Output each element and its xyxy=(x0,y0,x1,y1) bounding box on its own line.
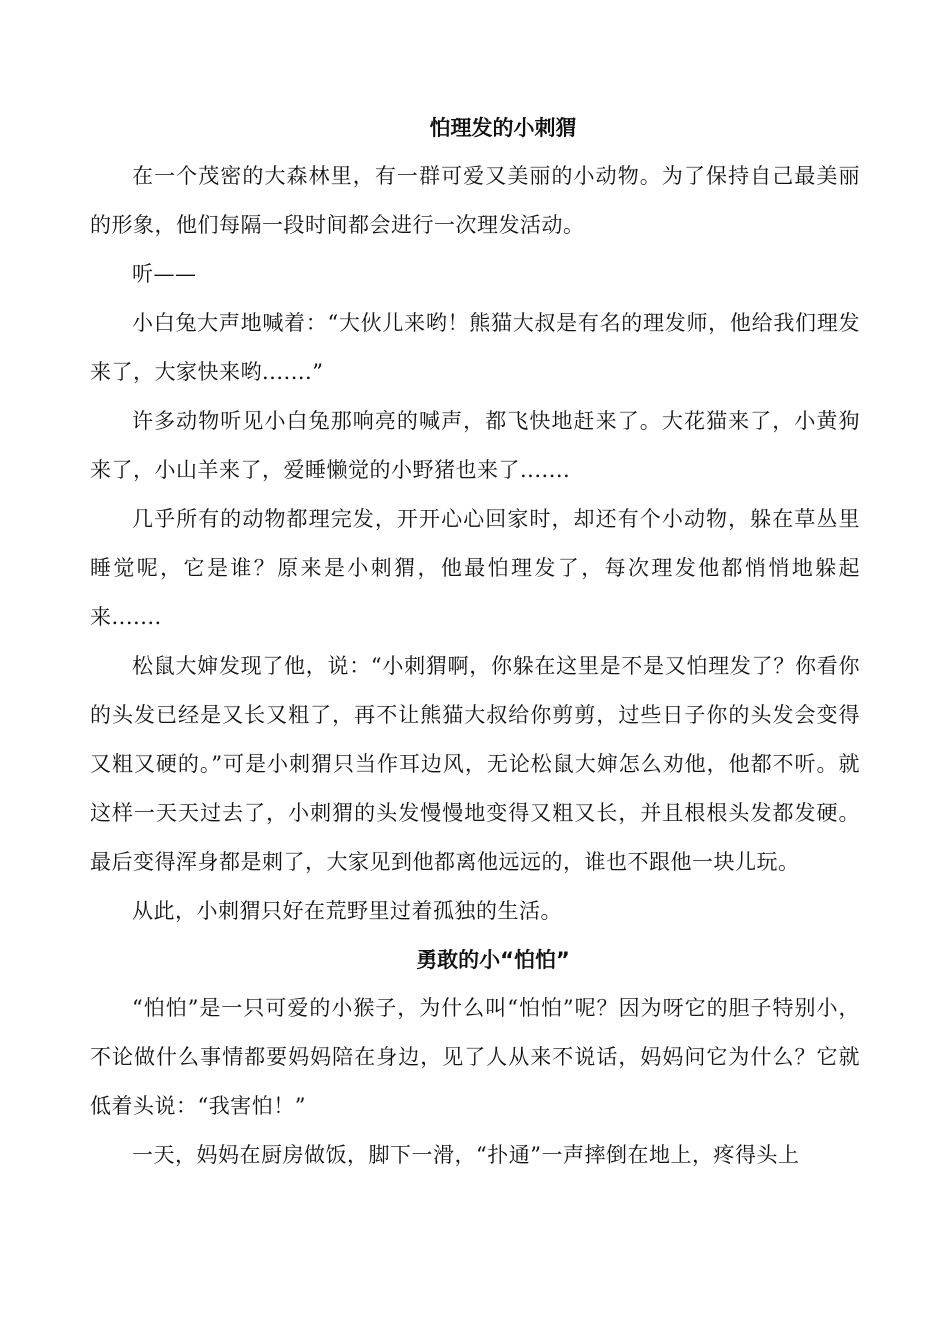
paragraph: “怕怕”是一只可爱的小猴子，为什么叫“怕怕”呢？因为呀它的胆子特别小，不论做什么事情都要妈妈陪在身边，见了人从来不说话，妈妈问它为什么？它就低着头说：“我害怕！” xyxy=(90,996,860,1118)
story-title-hedgehog: 怕理发的小刺猬 xyxy=(429,116,577,140)
document-page xyxy=(90,104,860,1180)
paragraph: 听—— xyxy=(132,262,197,286)
paragraph: 在一个茂密的大森林里，有一群可爱又美丽的小动物。为了保持自己最美丽的形象，他们每隔一段时间都会进行一次理发活动。 xyxy=(90,164,860,237)
paragraph: 几乎所有的动物都理完发，开开心心回家时，却还有个小动物，躲在草丛里睡觉呢，它是谁？原来是小刺猬，他最怕理发了，每次理发他都悄悄地躲起来....... xyxy=(90,507,860,629)
story-title-monkey: 勇敢的小“怕怕” xyxy=(416,948,570,972)
paragraph: 松鼠大婶发现了他，说：“小刺猬啊，你躲在这里是不是又怕理发了？你看你的头发已经是又长又粗了，再不让熊猫大叔给你剪剪，过些日子你的头发会变得又粗又硬的。”可是小刺猬只当作耳边风，无论松鼠大婶怎么劝他，他都不听。就这样一天天过去了，小刺猬的头发慢慢地变得又粗又长，并且根根头发都发硬。最后变得浑身都是刺了，大家见到他都离他远远的，谁也不跟他一块儿玩。 xyxy=(90,654,860,874)
paragraph: 小白兔大声地喊着：“大伙儿来哟！熊猫大叔是有名的理发师，他给我们理发来了，大家快来哟.......” xyxy=(90,311,860,384)
paragraph: 从此，小刺猬只好在荒野里过着孤独的生活。 xyxy=(132,899,562,923)
paragraph: 一天，妈妈在厨房做饭，脚下一滑，“扑通”一声摔倒在地上，疼得头上 xyxy=(132,1143,800,1167)
paragraph: 许多动物听见小白兔那响亮的喊声，都飞快地赶来了。大花猫来了，小黄狗来了，小山羊来了，爱睡懒觉的小野猪也来了....... xyxy=(90,409,860,482)
